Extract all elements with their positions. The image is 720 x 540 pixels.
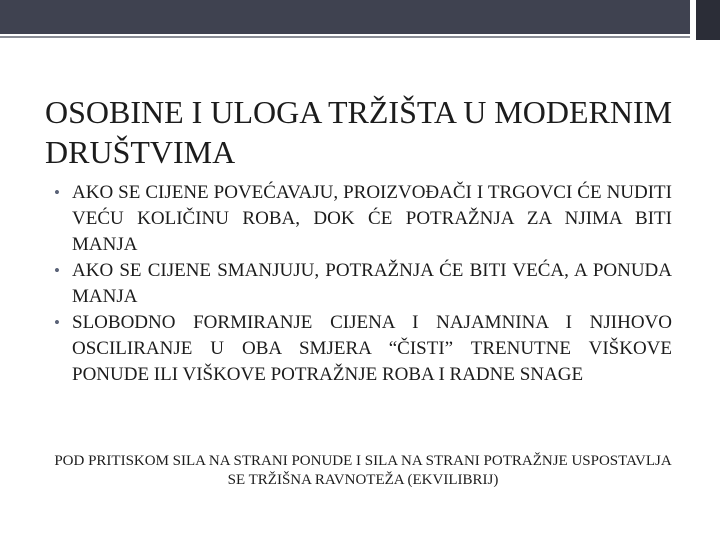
bullet-dot-icon: • [54, 261, 60, 280]
header-band-corner-block [696, 0, 720, 40]
bullet-item [54, 310, 672, 388]
bullet-item [54, 258, 672, 310]
slide-title: OSOBINE I ULOGA TRŽIŠTA U MODERNIM DRUŠTVIMA [45, 94, 673, 170]
header-band-accent-line [0, 36, 690, 38]
bullet-item [54, 180, 672, 258]
header-band [0, 0, 720, 40]
bullet-text: AKO SE CIJENE POVEĆAVAJU, PROIZVOĐAČI I TRGOVCI ĆE NUDITI VEĆU KOLIČINU ROBA, DOK ĆE POTRAŽNJA ZA NJIMA BITI MANJA [72, 182, 672, 255]
bullet-list [54, 180, 672, 388]
header-band-bar [0, 0, 690, 34]
bullet-dot-icon: • [54, 313, 60, 332]
bullet-text: SLOBODNO FORMIRANJE CIJENA I NAJAMNINA I NJIHOVO OSCILIRANJE U OBA SMJERA “ČISTI” TRENUTNE VIŠKOVE PONUDE ILI VIŠKOVE POTRAŽNJE ROBA I RADNE SNAGE [72, 312, 672, 385]
bullet-dot-icon: • [54, 183, 60, 202]
footer-note: POD PRITISKOM SILA NA STRANI PONUDE I SILA NA STRANI POTRAŽNJE USPOSTAVLJA SE TRŽIŠNA RAVNOTEŽA (EKVILIBRIJ) [54, 453, 672, 488]
bullet-text: AKO SE CIJENE SMANJUJU, POTRAŽNJA ĆE BITI VEĆA, A PONUDA MANJA [72, 260, 672, 307]
